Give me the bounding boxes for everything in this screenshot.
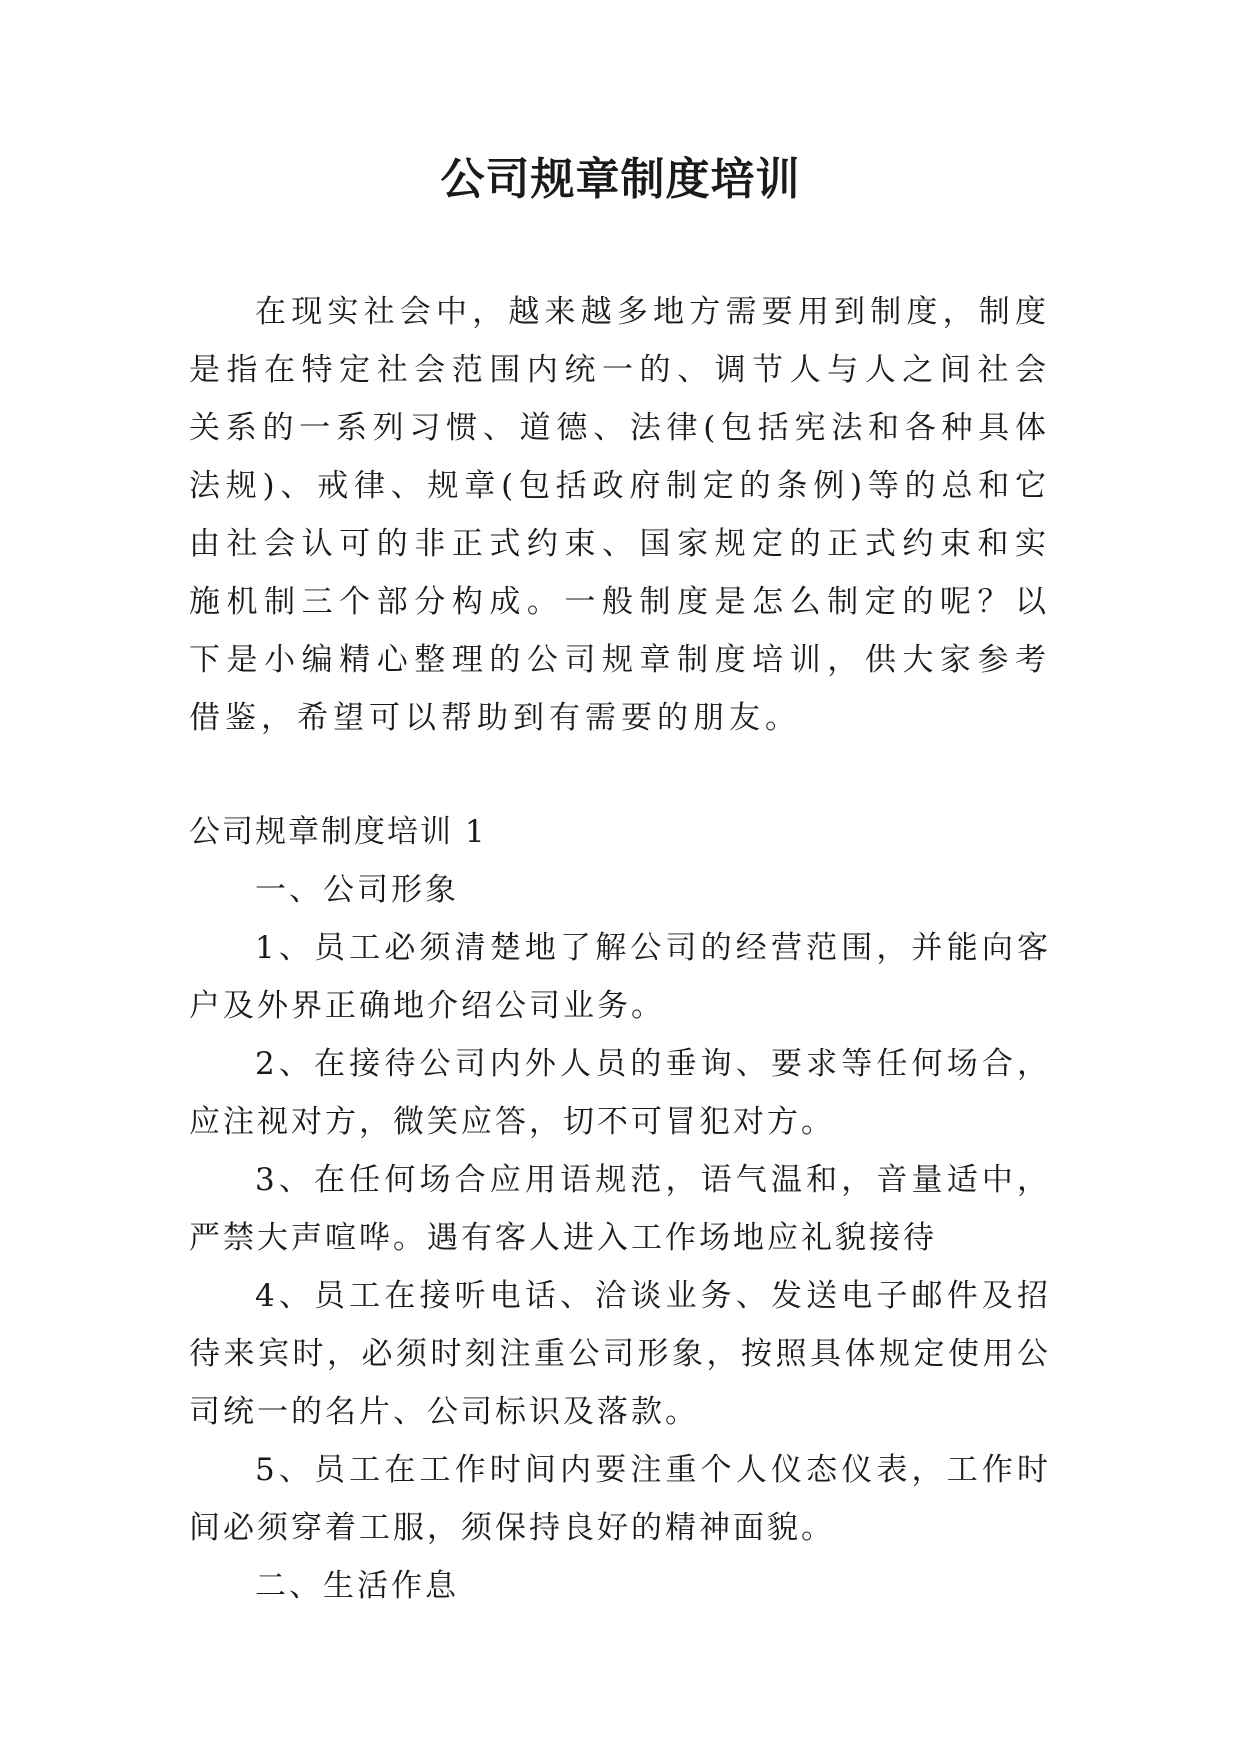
document-body	[189, 283, 1051, 1615]
document-title: 公司规章制度培训	[440, 154, 801, 205]
rule-item-3: 3、在任何场合应用语规范，语气温和，音量适中，严禁大声喧哗。遇有客人进入工作场地应礼貌接待	[189, 1162, 1051, 1256]
rule-item-2: 2、在接待公司内外人员的垂询、要求等任何场合，应注视对方，微笑应答，切不可冒犯对方。	[189, 1046, 1051, 1140]
rule-item-5: 5、员工在工作时间内要注重个人仪态仪表，工作时间必须穿着工服，须保持良好的精神面貌。	[189, 1452, 1051, 1546]
section-title: 公司规章制度培训 1	[189, 814, 487, 850]
rule-item-4: 4、员工在接听电话、洽谈业务、发送电子邮件及招待来宾时，必须时刻注重公司形象，按照具体规定使用公司统一的名片、公司标识及落款。	[189, 1278, 1051, 1430]
intro-paragraph: 在现实社会中，越来越多地方需要用到制度，制度是指在特定社会范围内统一的、调节人与人之间社会关系的一系列习惯、道德、法律(包括宪法和各种具体法规)、戒律、规章(包括政府制定的条例)等的总和它由社会认可的非正式约束、国家规定的正式约束和实施机制三个部分构成。一般制度是怎么制定的呢？以下是小编精心整理的公司规章制度培训，供大家参考借鉴，希望可以帮助到有需要的朋友。	[189, 294, 1051, 736]
paragraph-gap	[189, 747, 1051, 803]
heading-daily-routine: 二、生活作息	[255, 1568, 459, 1604]
rule-item-1: 1、员工必须清楚地了解公司的经营范围，并能向客户及外界正确地介绍公司业务。	[189, 930, 1051, 1024]
heading-company-image: 一、公司形象	[255, 872, 459, 908]
